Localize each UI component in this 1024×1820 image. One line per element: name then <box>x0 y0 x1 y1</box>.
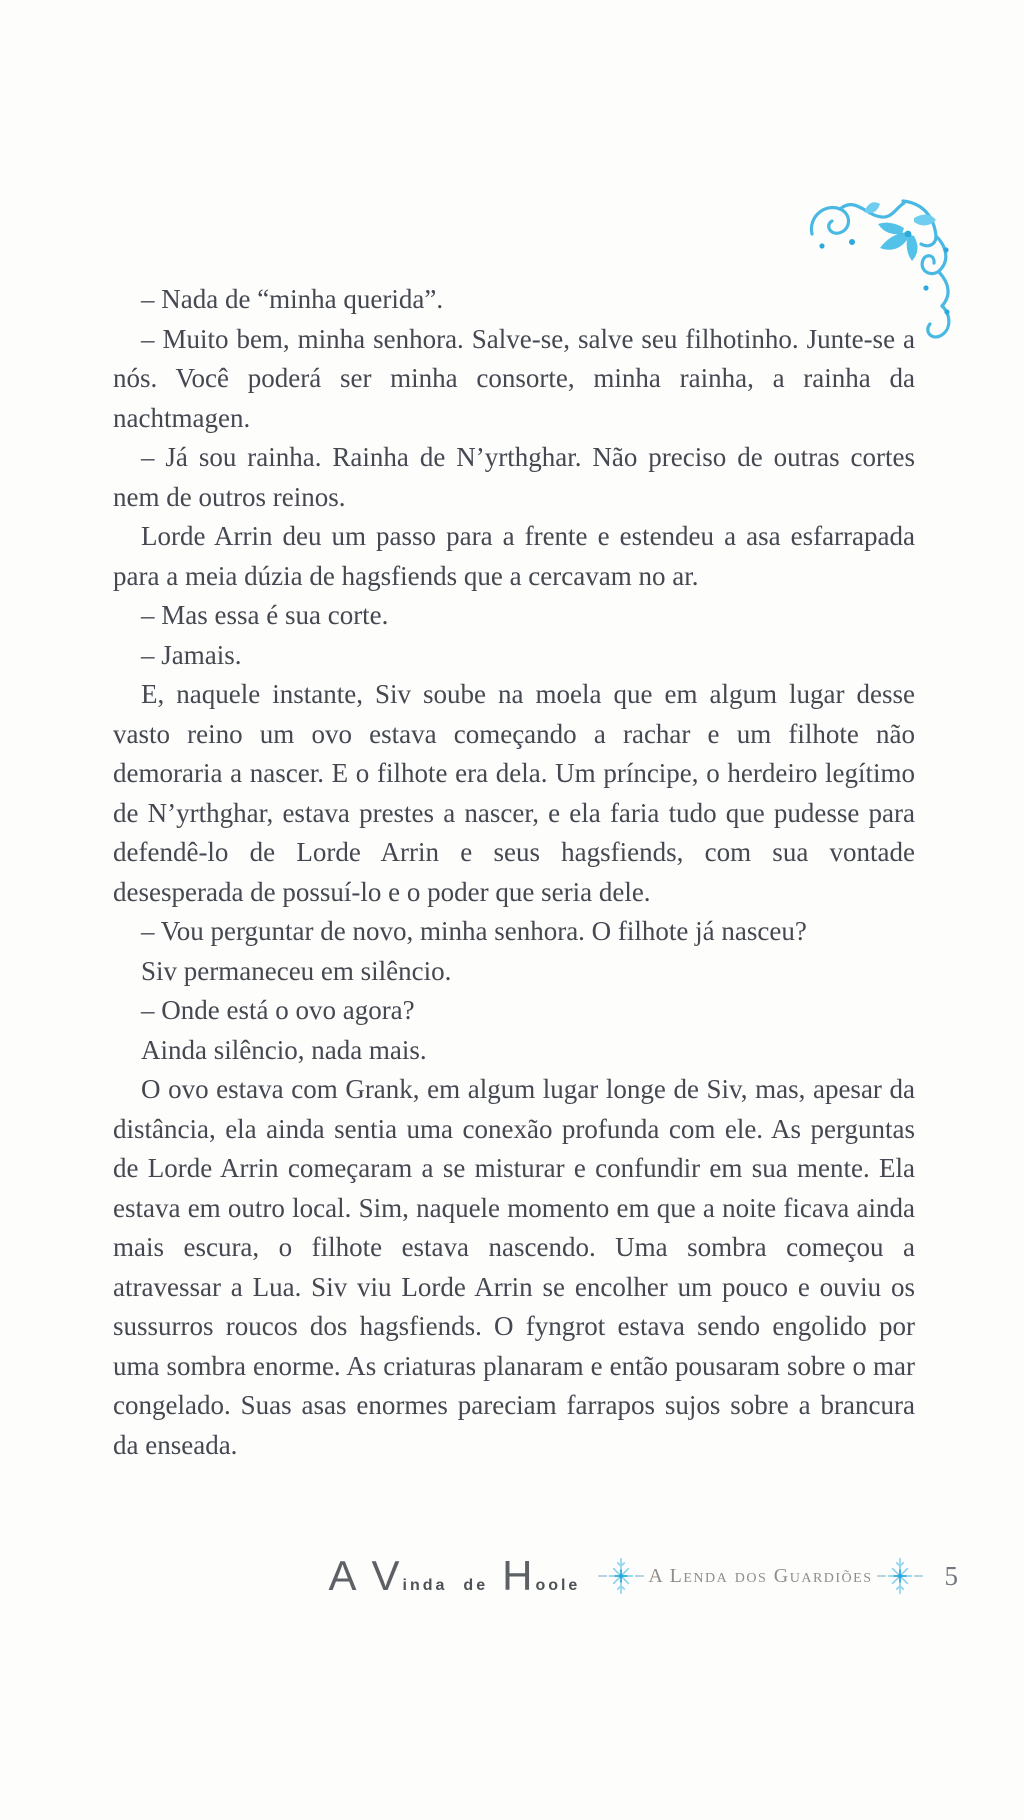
book-title-smallcaps: oole <box>535 1577 581 1594</box>
page-number: 5 <box>944 1560 958 1591</box>
paragraph: O ovo estava com Grank, em algum lugar longe de Siv, mas, apesar da distância, ela ainda sentia uma conexão profunda com ele. As perguntas de Lorde Arrin começaram a se misturar e confundir em sua mente. Ela estava em outro local. Sim, naquele momento em que a noite ficava ainda mais escura, o filhote estava nascendo. Uma sombra começou a atravessar a Lua. Siv viu Lorde Arrin se encolher um pouco e ouviu os sussurros roucos dos hagsfiends. O fyngrot estava sendo engolido por uma sombra enorme. As criaturas planaram e então pousaram sobre o mar congelado. Suas asas enormes pareciam farrapos sujos sobre a brancura da enseada. <box>113 1074 915 1460</box>
paragraph: – Já sou rainha. Rainha de N’yrthghar. Não preciso de outras cortes nem de outros reinos. <box>113 442 915 512</box>
page-footer <box>0 1548 958 1604</box>
paragraph: E, naquele instante, Siv soube na moela que em algum lugar desse vasto reino um ovo estava começando a rachar e um filhote não demoraria a nascer. E o filhote era dela. Um príncipe, o herdeiro legítimo de N’yrthghar, estava prestes a nascer, e ela faria tudo que pudesse para defendê-lo de Lorde Arrin e seus hagsfiends, com sua vontade desesperada de possuí-lo e o poder que seria dele. <box>113 679 915 907</box>
paragraph: – Mas essa é sua corte. <box>141 600 389 630</box>
paragraph: Ainda silêncio, nada mais. <box>141 1034 427 1065</box>
book-title <box>328 1552 581 1599</box>
snowflake-icon <box>598 1555 644 1597</box>
book-title-initial: A <box>328 1552 358 1599</box>
paragraph: Lorde Arrin deu um passo para a frente e estendeu a asa esfarrapada para a meia dúzia de hagsfiends que a cercavam no ar. <box>113 521 915 591</box>
book-title-initial: H <box>502 1552 534 1599</box>
paragraph: – Vou perguntar de novo, minha senhora. O filhote já nasceu? <box>141 916 807 946</box>
snowflake-icon <box>877 1555 923 1597</box>
paragraph: – Onde está o ovo agora? <box>141 995 415 1025</box>
paragraph: – Jamais. <box>141 639 242 670</box>
series-title: A Lenda dos Guardiões <box>648 1564 873 1587</box>
book-title-smallcaps: inda <box>402 1577 448 1594</box>
body-text <box>113 280 915 1465</box>
paragraph: – Muito bem, minha senhora. Salve-se, salve seu filhotinho. Junte-se a nós. Você poderá ser minha consorte, minha rainha, a rainha da nachtmagen. <box>113 323 915 433</box>
paragraph: Siv permaneceu em silêncio. <box>141 955 452 986</box>
book-title-smallcaps: de <box>463 1577 489 1594</box>
book-title-initial: V <box>371 1552 401 1599</box>
paragraph: – Nada de “minha querida”. <box>141 284 444 314</box>
